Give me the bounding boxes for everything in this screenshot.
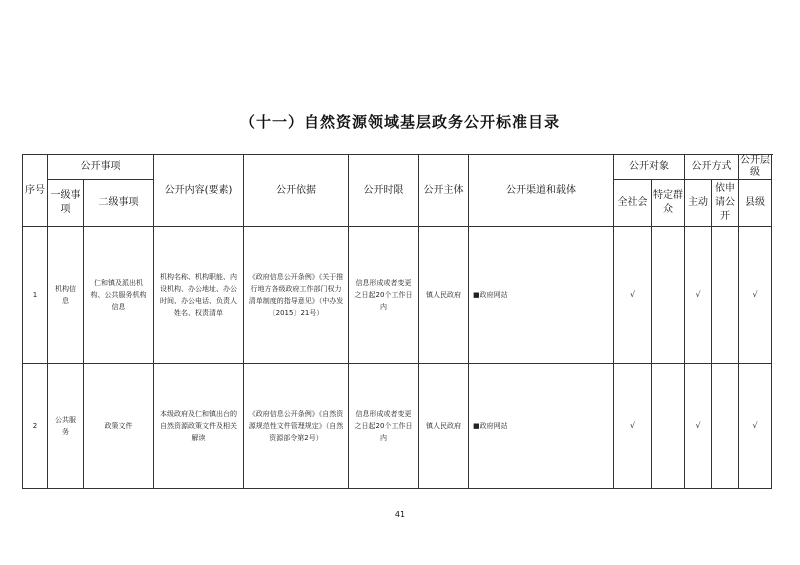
header-active: 主动 — [685, 180, 712, 227]
header-method: 公开方式 — [685, 155, 739, 180]
page-number: 41 — [394, 510, 406, 519]
header-level1: 一级事项 — [48, 180, 84, 227]
row-basis: 《政府信息公开条例》《自然资源规范性文件管理规定》（自然资源部令第2号） — [244, 364, 349, 489]
row-active: √ — [685, 364, 712, 489]
row-all-society: √ — [614, 364, 652, 489]
row-seq: 1 — [23, 227, 48, 364]
header-time-limit: 公开时限 — [349, 155, 419, 227]
catalog-table — [22, 154, 772, 489]
header-channel: 公开渠道和载体 — [469, 155, 614, 227]
row-level2: 仁和镇及派出机构、公共服务机构信息 — [84, 227, 154, 364]
row-specific-group — [652, 364, 685, 489]
row-basis: 《政府信息公开条例》《关于推行地方各级政府工作部门权力清单制度的指导意见》（中办发〔2015〕21号） — [244, 227, 349, 364]
header-county: 县级 — [739, 180, 772, 227]
header-basis: 公开依据 — [244, 155, 349, 227]
table-row — [23, 227, 772, 364]
header-content: 公开内容(要素) — [154, 155, 244, 227]
header-seq: 序号 — [23, 155, 48, 227]
row-level1: 机构信息 — [48, 227, 84, 364]
header-level2: 二级事项 — [84, 180, 154, 227]
row-channel: ■政府网站 — [469, 364, 614, 489]
row-all-society: √ — [614, 227, 652, 364]
header-matter: 公开事项 — [48, 155, 154, 180]
row-specific-group — [652, 227, 685, 364]
row-active: √ — [685, 227, 712, 364]
header-all-society: 全社会 — [614, 180, 652, 227]
row-subject: 镇人民政府 — [419, 364, 469, 489]
header-level: 公开层级 — [740, 155, 770, 178]
row-level1: 公共服务 — [48, 364, 84, 489]
page-title: （十一）自然资源领域基层政务公开标准目录 — [239, 113, 560, 131]
table-row — [23, 364, 772, 489]
row-seq: 2 — [23, 364, 48, 489]
row-content: 本级政府及仁和镇出台的自然资源政策文件及相关解读 — [154, 364, 244, 489]
row-subject: 镇人民政府 — [419, 227, 469, 364]
row-county: √ — [739, 227, 772, 364]
row-level2: 政策文件 — [84, 364, 154, 489]
row-time-limit: 信息形成或者变更之日起20个工作日内 — [349, 364, 419, 489]
row-content: 机构名称、机构职能、内设机构、办公地址、办公时间、办公电话、负责人姓名、权责清单 — [154, 227, 244, 364]
row-on-request — [712, 364, 739, 489]
row-on-request — [712, 227, 739, 364]
row-channel: ■政府网站 — [469, 227, 614, 364]
header-audience: 公开对象 — [614, 155, 685, 180]
row-time-limit: 信息形成或者变更之日起20个工作日内 — [349, 227, 419, 364]
row-county: √ — [739, 364, 772, 489]
header-subject: 公开主体 — [419, 155, 469, 227]
header-specific-group: 特定群众 — [652, 180, 685, 227]
header-on-request: 依申请公开 — [712, 180, 739, 227]
